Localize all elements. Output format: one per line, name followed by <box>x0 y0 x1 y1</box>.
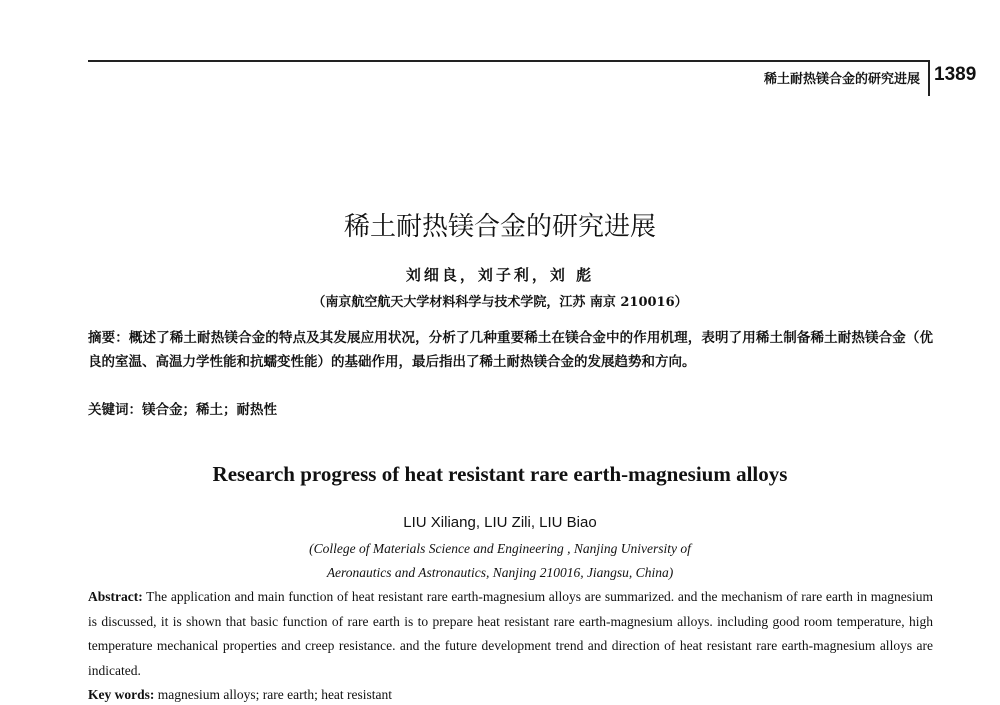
en-abstract <box>88 585 933 683</box>
en-keywords-text: magnesium alloys; rare earth; heat resistant <box>154 687 393 702</box>
running-title: 稀土耐热镁合金的研究进展 <box>763 72 920 87</box>
zh-keywords-text: 镁合金；稀土；耐热性 <box>142 402 277 418</box>
zh-keywords-label: 关键词： <box>88 402 142 418</box>
en-title: Research progress of heat resistant rare earth-magnesium alloys <box>212 462 788 486</box>
header-rule <box>88 60 928 62</box>
en-abstract-label: Abstract: <box>88 589 143 604</box>
header-divider <box>928 60 930 96</box>
en-keywords-label: Key words: <box>88 687 155 702</box>
en-authors: LIU Xiliang, LIU Zili, LIU Biao <box>403 514 597 531</box>
en-abstract-text: The application and main function of heat resistant rare earth-magnesium alloys are summarized. and the mechanism of rare earth in magnesium is discussed, it is shown that basic function of rare earth is to prepare heat resistant rare earth-magnesium alloys. including good room temperature, high temperature mechanical properties and creep resistance. and the future development trend and direction of heat resistant rare earth-magnesium alloys are indicated. <box>88 589 933 678</box>
zh-affiliation: （南京航空航天大学材料科学与技术学院，江苏 南京 210016） <box>312 295 688 310</box>
en-affiliation-line1: (College of Materials Science and Engineering , Nanjing University of <box>309 541 691 556</box>
en-affiliation-line2: Aeronautics and Astronautics, Nanjing 210016, Jiangsu, China) <box>326 565 674 580</box>
zh-abstract <box>88 326 933 374</box>
en-keywords <box>88 683 933 705</box>
zh-authors: 刘细良，刘子利，刘 彪 <box>405 266 595 284</box>
zh-abstract-label: 摘要： <box>88 330 129 346</box>
zh-abstract-text: 概述了稀土耐热镁合金的特点及其发展应用状况，分析了几种重要稀土在镁合金中的作用机理，表明了用稀土制备稀土耐热镁合金（优良的室温、高温力学性能和抗蠕变性能）的基础作用，最后指出了稀土耐热镁合金的发展趋势和方向。 <box>88 330 934 370</box>
zh-title: 稀土耐热镁合金的研究进展 <box>343 212 656 242</box>
page-number: 1389 <box>934 64 977 85</box>
zh-keywords <box>88 398 933 422</box>
